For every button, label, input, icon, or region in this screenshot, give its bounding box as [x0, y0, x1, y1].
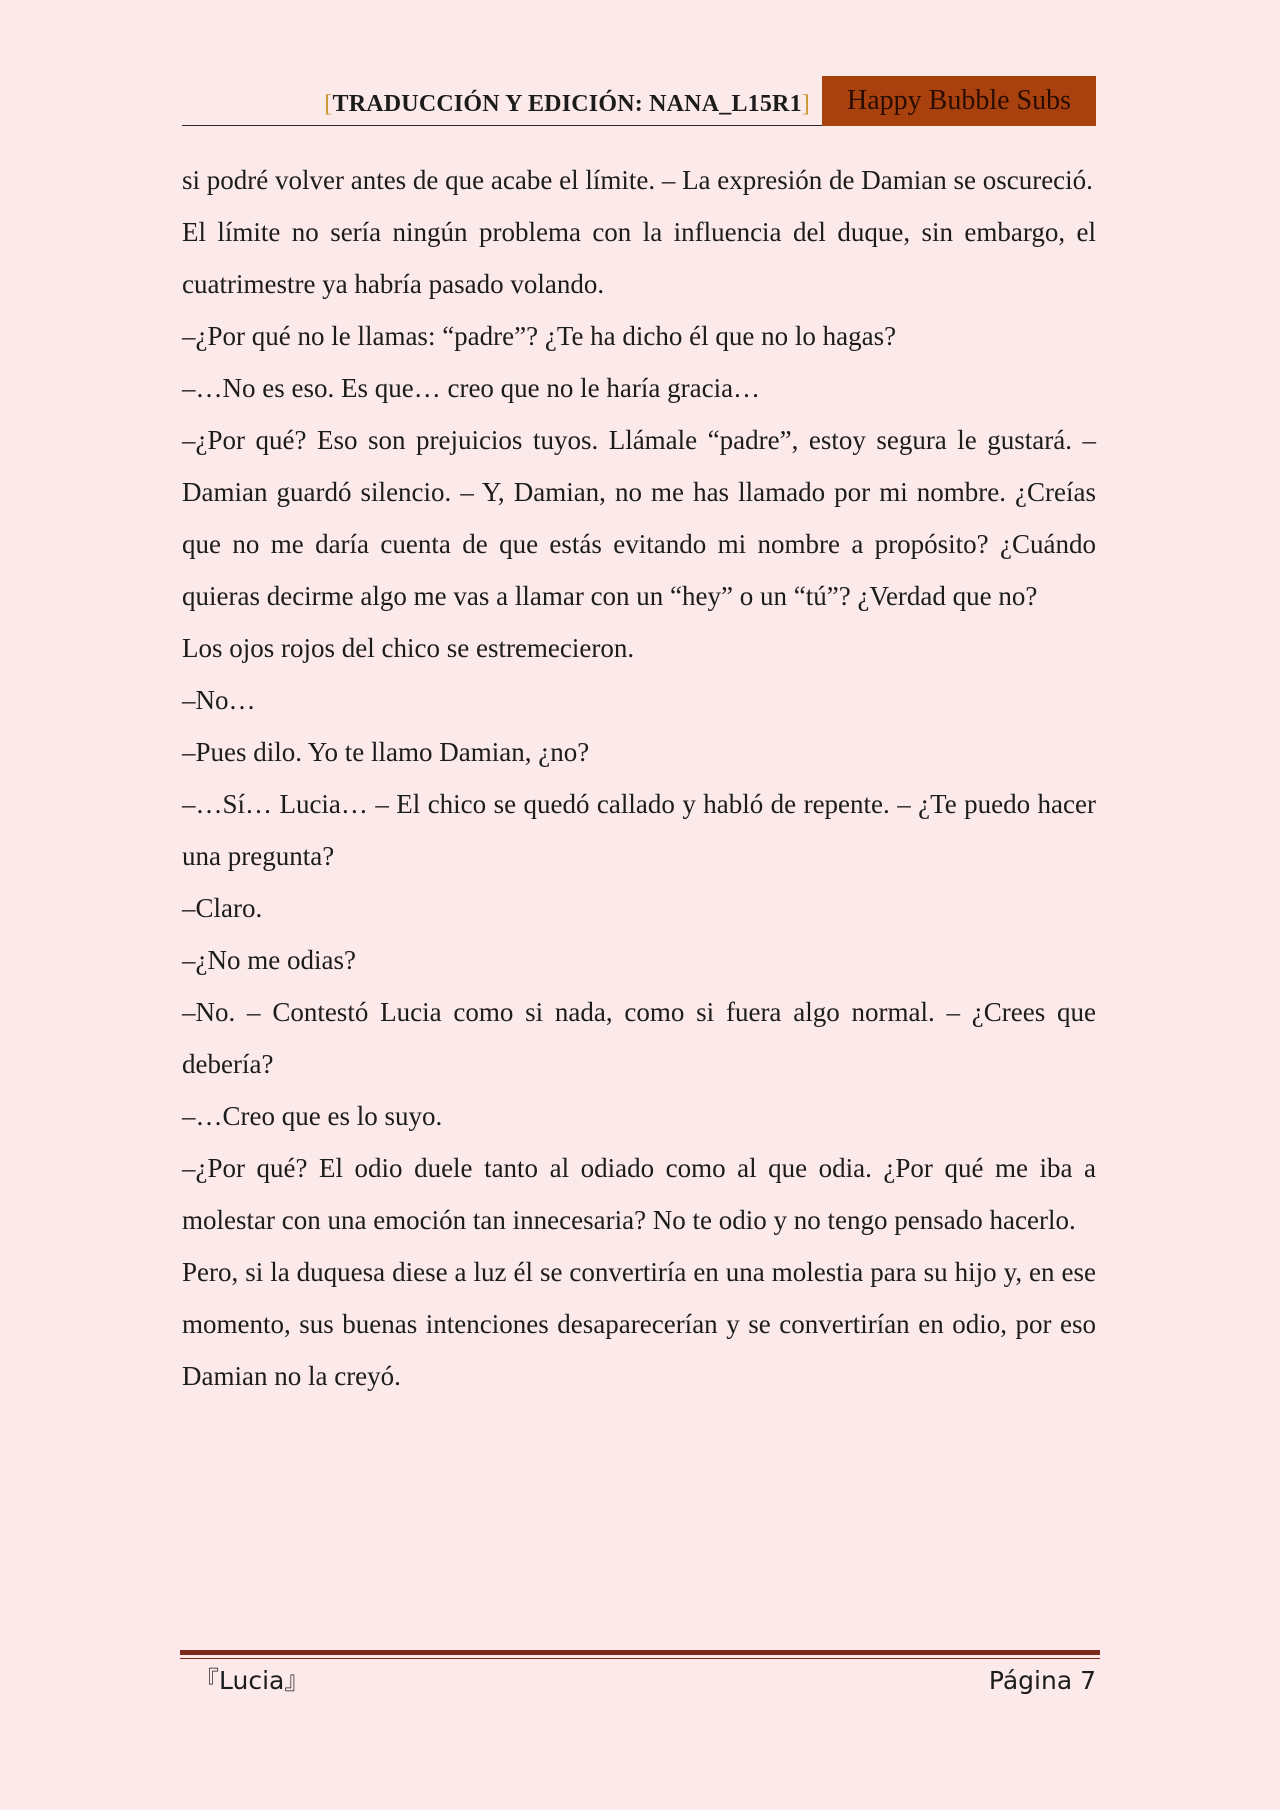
paragraph: si podré volver antes de que acabe el límite. – La expresión de Damian se oscureció. [182, 165, 1093, 195]
paragraph: –¿Por qué? El odio duele tanto al odiado como al que odia. ¿Por qué me iba a molestar con una emoción tan innecesaria? No te odio y no tengo pensado hacerlo. [182, 1153, 1096, 1235]
paragraph: –Pues dilo. Yo te llamo Damian, ¿no? [182, 737, 590, 767]
paragraph: –…Creo que es lo suyo. [182, 1101, 443, 1131]
paragraph: Los ojos rojos del chico se estremecieron. [182, 633, 635, 663]
paragraph: –…Sí… Lucia… – El chico se quedó callado y habló de repente. – ¿Te puedo hacer una pregunta? [182, 789, 1096, 871]
paragraph: –¿Por qué no le llamas: “padre”? ¿Te ha dicho él que no lo hagas? [182, 321, 897, 351]
translation-credit [324, 91, 810, 118]
page-header [182, 76, 1096, 126]
footer-page-number: Página 7 [988, 1666, 1096, 1695]
paragraph: El límite no sería ningún problema con la influencia del duque, sin embargo, el cuatrimestre ya habría pasado volando. [182, 217, 1096, 299]
footer-book-title: 『Lucia』 [194, 1666, 310, 1695]
paragraph: –No… [182, 685, 256, 715]
paragraph: –…No es eso. Es que… creo que no le haría gracia… [182, 373, 761, 403]
bracket-open: [ [324, 91, 333, 117]
paragraph: –¿No me odias? [182, 945, 356, 975]
paragraph: –Claro. [182, 893, 263, 923]
page-body [182, 154, 1096, 1402]
paragraph: –¿Por qué? Eso son prejuicios tuyos. Llámale “padre”, estoy segura le gustará. – Damian guardó silencio. – Y, Damian, no me has llamado por mi nombre. ¿Creías que no me daría cuenta de que estás evitando mi nombre a propósito? ¿Cuándo quieras decirme algo me vas a llamar con un “hey” o un “tú”? ¿Verdad que no? [182, 425, 1096, 611]
group-name-badge: Happy Bubble Subs [822, 76, 1096, 126]
paragraph: Pero, si la duquesa diese a luz él se convertiría en una molestia para su hijo y, en ese momento, sus buenas intenciones desaparecerían y se convertirían en odio, por eso Damian no la creyó. [182, 1257, 1096, 1391]
paragraph: –No. – Contestó Lucia como si nada, como si fuera algo normal. – ¿Crees que debería? [182, 997, 1096, 1079]
bracket-close: ] [801, 91, 810, 117]
footer-divider-thin [180, 1658, 1100, 1659]
footer-divider-thick [180, 1650, 1100, 1655]
credit-text: TRADUCCIÓN Y EDICIÓN: NANA_L15R1 [332, 91, 802, 117]
